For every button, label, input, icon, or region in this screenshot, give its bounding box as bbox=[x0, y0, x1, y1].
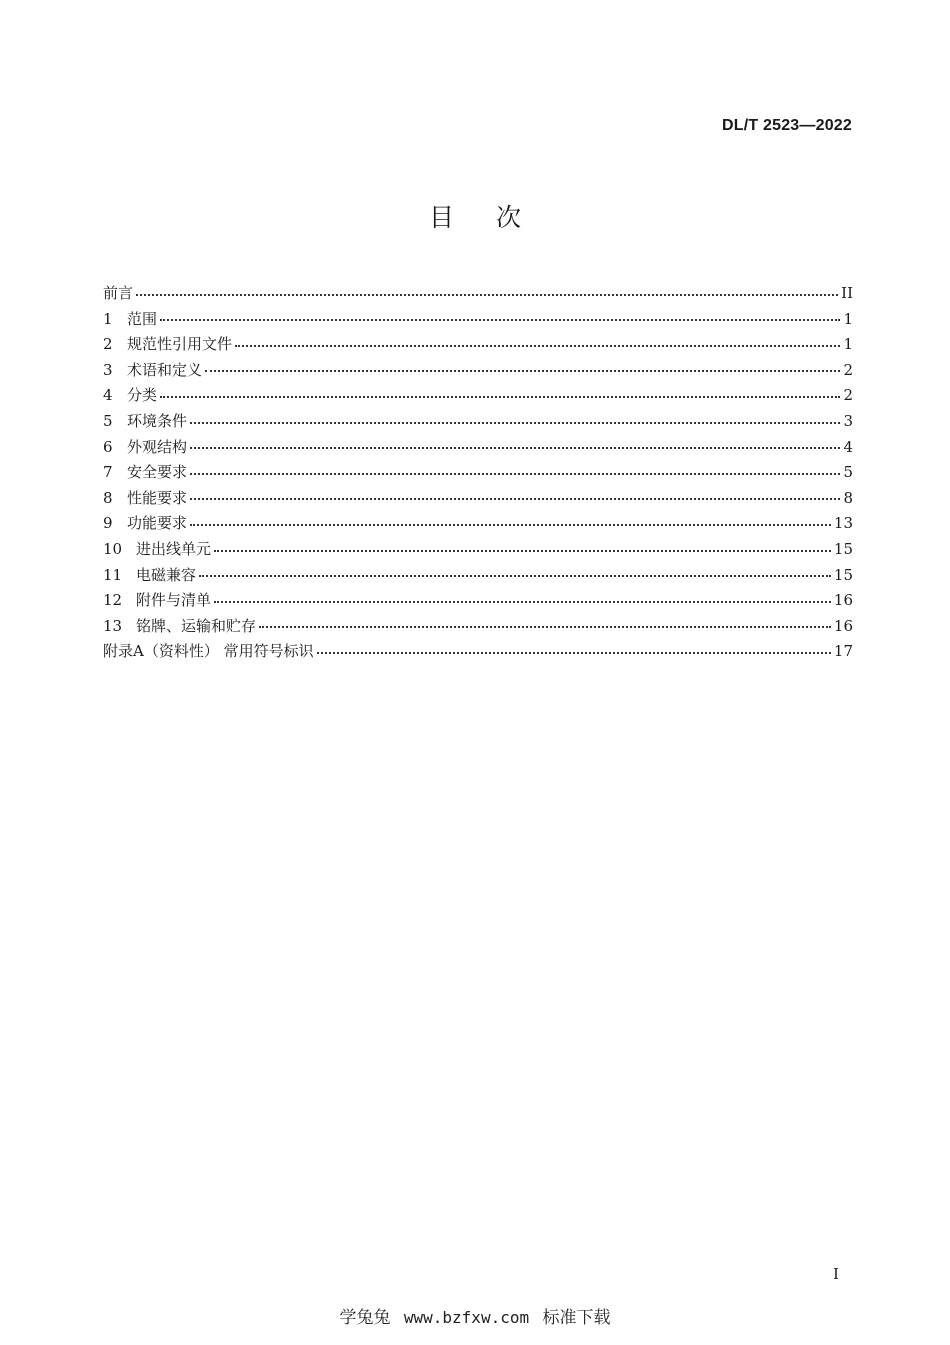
toc-entry-number: 2 bbox=[103, 335, 113, 354]
toc-entry-page: 3 bbox=[843, 411, 853, 430]
toc-entry[interactable] bbox=[103, 511, 853, 537]
toc-entry[interactable] bbox=[103, 486, 853, 512]
toc-leader-dots bbox=[160, 396, 840, 398]
toc-entry-number: 10 bbox=[103, 539, 123, 558]
watermark-site-name: 学兔兔 bbox=[339, 1308, 391, 1328]
toc-entry-number: 4 bbox=[103, 386, 113, 405]
toc-entry-label: 术语和定义 bbox=[127, 360, 203, 379]
toc-entry-label: 范围 bbox=[127, 309, 158, 328]
watermark bbox=[0, 1303, 950, 1328]
toc-entry[interactable] bbox=[103, 435, 853, 461]
toc-entry-number: 13 bbox=[103, 616, 123, 635]
toc-leader-dots bbox=[190, 498, 840, 500]
toc-entry[interactable] bbox=[103, 639, 853, 665]
toc-leader-dots bbox=[235, 345, 840, 347]
toc-leader-dots bbox=[136, 294, 838, 296]
toc-entry-label: 功能要求 bbox=[127, 514, 188, 533]
toc-leader-dots bbox=[259, 626, 831, 628]
toc-entry-label: 附件与清单 bbox=[136, 591, 212, 610]
toc-entry-number: 12 bbox=[103, 591, 123, 610]
toc-entry-number: 8 bbox=[103, 488, 113, 507]
toc-entry-page: 1 bbox=[843, 335, 853, 354]
standard-code: DL/T 2523—2022 bbox=[722, 117, 852, 134]
toc-entry[interactable] bbox=[103, 307, 853, 333]
toc-entry[interactable] bbox=[103, 614, 853, 640]
toc-leader-dots bbox=[190, 447, 840, 449]
toc-entry-page: II bbox=[841, 284, 853, 302]
toc-entry-label: 附录A（资料性） 常用符号标识 bbox=[103, 642, 314, 661]
toc-title: 目次 bbox=[428, 203, 563, 232]
toc-entry-number: 3 bbox=[103, 360, 113, 379]
toc-entry-label: 安全要求 bbox=[127, 463, 188, 482]
toc-entry[interactable] bbox=[103, 383, 853, 409]
toc-entry-number: 9 bbox=[103, 514, 113, 533]
toc-leader-dots bbox=[317, 652, 831, 654]
toc-entry-label: 规范性引用文件 bbox=[127, 335, 233, 354]
toc-entry-number: 6 bbox=[103, 437, 113, 456]
watermark-url[interactable]: www.bzfxw.com bbox=[403, 1308, 530, 1327]
page-number: I bbox=[833, 1265, 839, 1283]
toc-entry[interactable] bbox=[103, 332, 853, 358]
table-of-contents bbox=[103, 281, 853, 665]
toc-entry-page: 16 bbox=[833, 616, 853, 635]
toc-entry-number: 7 bbox=[103, 463, 113, 482]
toc-entry-label: 性能要求 bbox=[127, 488, 188, 507]
toc-leader-dots bbox=[190, 473, 840, 475]
toc-entry-label: 外观结构 bbox=[127, 437, 188, 456]
toc-leader-dots bbox=[199, 575, 831, 577]
toc-entry-number: 5 bbox=[103, 411, 113, 430]
watermark-tagline: 标准下载 bbox=[542, 1308, 611, 1328]
toc-entry-page: 8 bbox=[843, 488, 853, 507]
toc-leader-dots bbox=[214, 601, 831, 603]
toc-entry[interactable] bbox=[103, 281, 853, 307]
toc-entry-label: 前言 bbox=[103, 284, 134, 302]
toc-entry[interactable] bbox=[103, 460, 853, 486]
toc-entry-label: 铭牌、运输和贮存 bbox=[136, 616, 257, 635]
toc-entry-page: 1 bbox=[843, 309, 853, 328]
toc-entry-number: 11 bbox=[103, 565, 123, 584]
toc-entry-page: 15 bbox=[833, 539, 853, 558]
toc-entry-page: 5 bbox=[843, 463, 853, 482]
toc-entry[interactable] bbox=[103, 588, 853, 614]
toc-entry-page: 15 bbox=[833, 565, 853, 584]
toc-entry[interactable] bbox=[103, 563, 853, 589]
toc-entry-page: 2 bbox=[843, 360, 853, 379]
toc-entry[interactable] bbox=[103, 537, 853, 563]
toc-entry-number: 1 bbox=[103, 309, 113, 328]
toc-entry-page: 2 bbox=[843, 386, 853, 405]
toc-leader-dots bbox=[214, 550, 831, 552]
toc-entry[interactable] bbox=[103, 358, 853, 384]
toc-leader-dots bbox=[190, 422, 840, 424]
toc-leader-dots bbox=[160, 319, 840, 321]
toc-leader-dots bbox=[190, 524, 831, 526]
toc-entry-page: 4 bbox=[843, 437, 853, 456]
toc-entry-page: 16 bbox=[833, 591, 853, 610]
toc-entry-label: 进出线单元 bbox=[136, 539, 212, 558]
toc-entry-page: 13 bbox=[833, 514, 853, 533]
toc-entry-label: 分类 bbox=[127, 386, 158, 405]
toc-entry-label: 电磁兼容 bbox=[136, 565, 197, 584]
toc-entry-label: 环境条件 bbox=[127, 411, 188, 430]
toc-leader-dots bbox=[205, 370, 840, 372]
toc-entry-page: 17 bbox=[833, 642, 853, 661]
toc-entry[interactable] bbox=[103, 409, 853, 435]
